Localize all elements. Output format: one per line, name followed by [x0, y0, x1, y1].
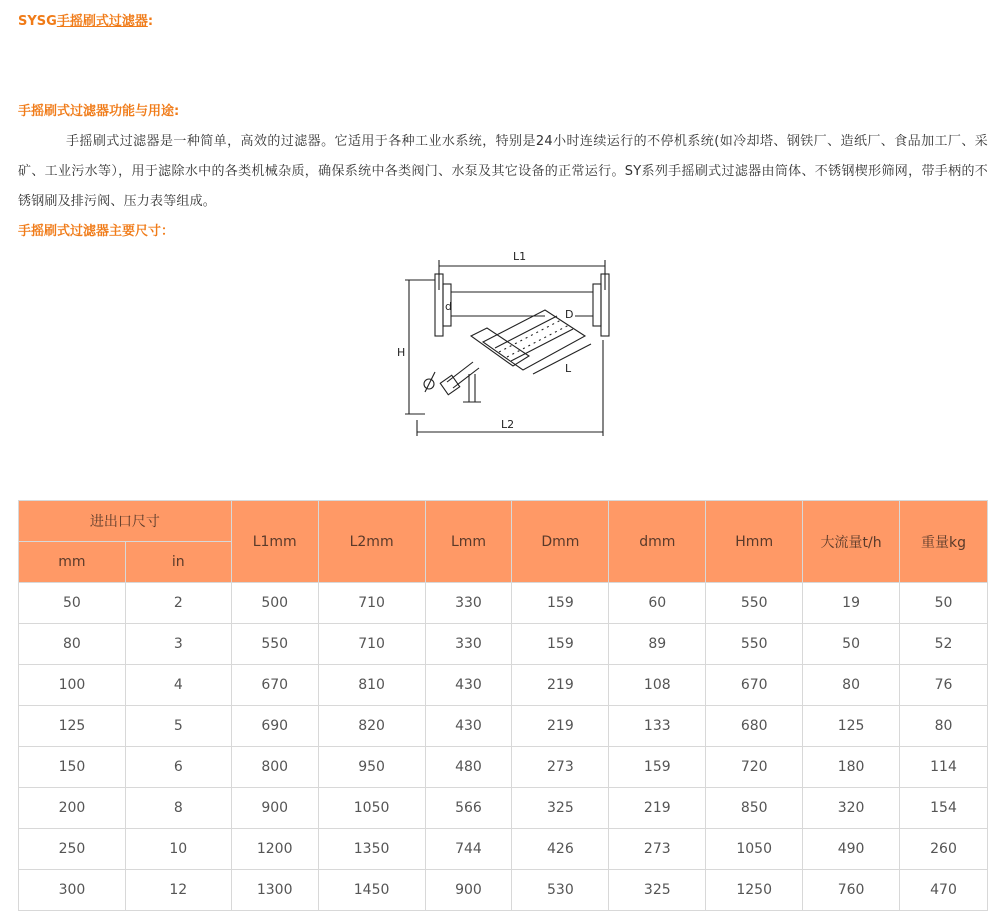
- dimension-heading: 手摇刷式过滤器主要尺寸：: [18, 224, 175, 239]
- table-cell: 744: [425, 829, 512, 870]
- table-cell: 820: [318, 706, 425, 747]
- table-cell: 330: [425, 624, 512, 665]
- table-cell: 219: [512, 665, 609, 706]
- table-cell: 60: [609, 583, 706, 624]
- table-cell: 133: [609, 706, 706, 747]
- label-l: L: [565, 362, 572, 375]
- table-cell: 50: [900, 583, 988, 624]
- table-cell: 300: [19, 870, 126, 911]
- table-cell: 1200: [231, 829, 318, 870]
- table-cell: 760: [803, 870, 900, 911]
- header-h: Hmm: [706, 501, 803, 583]
- table-row: [19, 583, 988, 624]
- table-cell: 6: [125, 747, 231, 788]
- table-cell: 10: [125, 829, 231, 870]
- table-cell: 159: [609, 747, 706, 788]
- table-cell: 200: [19, 788, 126, 829]
- table-cell: 19: [803, 583, 900, 624]
- label-d-upper: D: [565, 308, 574, 321]
- table-cell: 100: [19, 665, 126, 706]
- table-cell: 4: [125, 665, 231, 706]
- product-link[interactable]: 手摇刷式过滤器: [56, 14, 148, 29]
- table-row: [19, 665, 988, 706]
- table-cell: 325: [609, 870, 706, 911]
- filter-dimension-diagram: [395, 244, 615, 440]
- table-cell: 1050: [706, 829, 803, 870]
- table-cell: 900: [231, 788, 318, 829]
- label-l1: L1: [513, 250, 527, 263]
- table-cell: 426: [512, 829, 609, 870]
- table-cell: 1350: [318, 829, 425, 870]
- table-cell: 273: [609, 829, 706, 870]
- table-cell: 1300: [231, 870, 318, 911]
- table-cell: 1250: [706, 870, 803, 911]
- table-cell: 710: [318, 624, 425, 665]
- table-cell: 550: [231, 624, 318, 665]
- table-cell: 320: [803, 788, 900, 829]
- table-cell: 710: [318, 583, 425, 624]
- table-cell: 3: [125, 624, 231, 665]
- table-cell: 12: [125, 870, 231, 911]
- table-cell: 8: [125, 788, 231, 829]
- table-cell: 125: [803, 706, 900, 747]
- table-cell: 2: [125, 583, 231, 624]
- table-cell: 430: [425, 706, 512, 747]
- header-d-lower: dmm: [609, 501, 706, 583]
- table-cell: 159: [512, 583, 609, 624]
- subheader-in: in: [125, 542, 231, 583]
- table-row: [19, 788, 988, 829]
- table-cell: 80: [19, 624, 126, 665]
- table-cell: 810: [318, 665, 425, 706]
- table-cell: 273: [512, 747, 609, 788]
- header-l: Lmm: [425, 501, 512, 583]
- subheader-mm: mm: [19, 542, 126, 583]
- table-cell: 720: [706, 747, 803, 788]
- table-row: [19, 870, 988, 911]
- table-cell: 325: [512, 788, 609, 829]
- port-size-header: 进出口尺寸: [19, 501, 232, 542]
- table-cell: 260: [900, 829, 988, 870]
- table-cell: 670: [231, 665, 318, 706]
- table-cell: 154: [900, 788, 988, 829]
- function-heading: 手摇刷式过滤器功能与用途:: [18, 104, 180, 119]
- function-description: 手摇刷式过滤器是一种简单，高效的过滤器。它适用于各种工业水系统，特别是24小时连续运行的不停机系统(如冷却塔、钢铁厂、造纸厂、食品加工厂、采矿、工业污水等），用于滤除水中的各类机械杂质，确保系统中各类阀门、水泵及其它设备的正常运行。SY系列手摇刷式过滤器由筒体、不锈钢楔形筛网，带手柄的不锈钢刷及排污阀、压力表等组成。: [18, 134, 988, 209]
- header-flow: 大流量t/h: [803, 501, 900, 583]
- header-l2: L2mm: [318, 501, 425, 583]
- table-cell: 566: [425, 788, 512, 829]
- table-cell: 89: [609, 624, 706, 665]
- table-cell: 1450: [318, 870, 425, 911]
- table-cell: 150: [19, 747, 126, 788]
- table-cell: 108: [609, 665, 706, 706]
- table-cell: 180: [803, 747, 900, 788]
- table-cell: 680: [706, 706, 803, 747]
- table-cell: 480: [425, 747, 512, 788]
- table-row: [19, 747, 988, 788]
- table-row: [19, 624, 988, 665]
- table-cell: 690: [231, 706, 318, 747]
- table-cell: 219: [512, 706, 609, 747]
- table-cell: 850: [706, 788, 803, 829]
- table-cell: 330: [425, 583, 512, 624]
- table-header-row: [19, 501, 988, 542]
- page-title: [18, 10, 153, 29]
- title-colon: :: [147, 14, 154, 29]
- table-cell: 500: [231, 583, 318, 624]
- table-cell: 430: [425, 665, 512, 706]
- table-cell: 159: [512, 624, 609, 665]
- table-cell: 114: [900, 747, 988, 788]
- label-l2: L2: [501, 418, 515, 431]
- table-cell: 50: [803, 624, 900, 665]
- dimension-table: [18, 500, 988, 911]
- table-cell: 50: [19, 583, 126, 624]
- label-d-lower: d: [445, 300, 452, 313]
- table-cell: 550: [706, 583, 803, 624]
- table-cell: 530: [512, 870, 609, 911]
- table-row: [19, 706, 988, 747]
- table-body: [19, 583, 988, 911]
- filter-drawing: [395, 244, 615, 440]
- table-cell: 470: [900, 870, 988, 911]
- table-cell: 670: [706, 665, 803, 706]
- table-cell: 800: [231, 747, 318, 788]
- table-cell: 490: [803, 829, 900, 870]
- table-cell: 125: [19, 706, 126, 747]
- model-code: SYSG: [18, 14, 57, 29]
- header-d-upper: Dmm: [512, 501, 609, 583]
- table-cell: 250: [19, 829, 126, 870]
- table-cell: 80: [900, 706, 988, 747]
- table-row: [19, 829, 988, 870]
- table-cell: 550: [706, 624, 803, 665]
- table-cell: 5: [125, 706, 231, 747]
- table-cell: 219: [609, 788, 706, 829]
- table-cell: 900: [425, 870, 512, 911]
- table-cell: 1050: [318, 788, 425, 829]
- table-cell: 80: [803, 665, 900, 706]
- header-l1: L1mm: [231, 501, 318, 583]
- table-cell: 76: [900, 665, 988, 706]
- label-h: H: [397, 346, 406, 359]
- table-cell: 950: [318, 747, 425, 788]
- table-cell: 52: [900, 624, 988, 665]
- header-weight: 重量kg: [900, 501, 988, 583]
